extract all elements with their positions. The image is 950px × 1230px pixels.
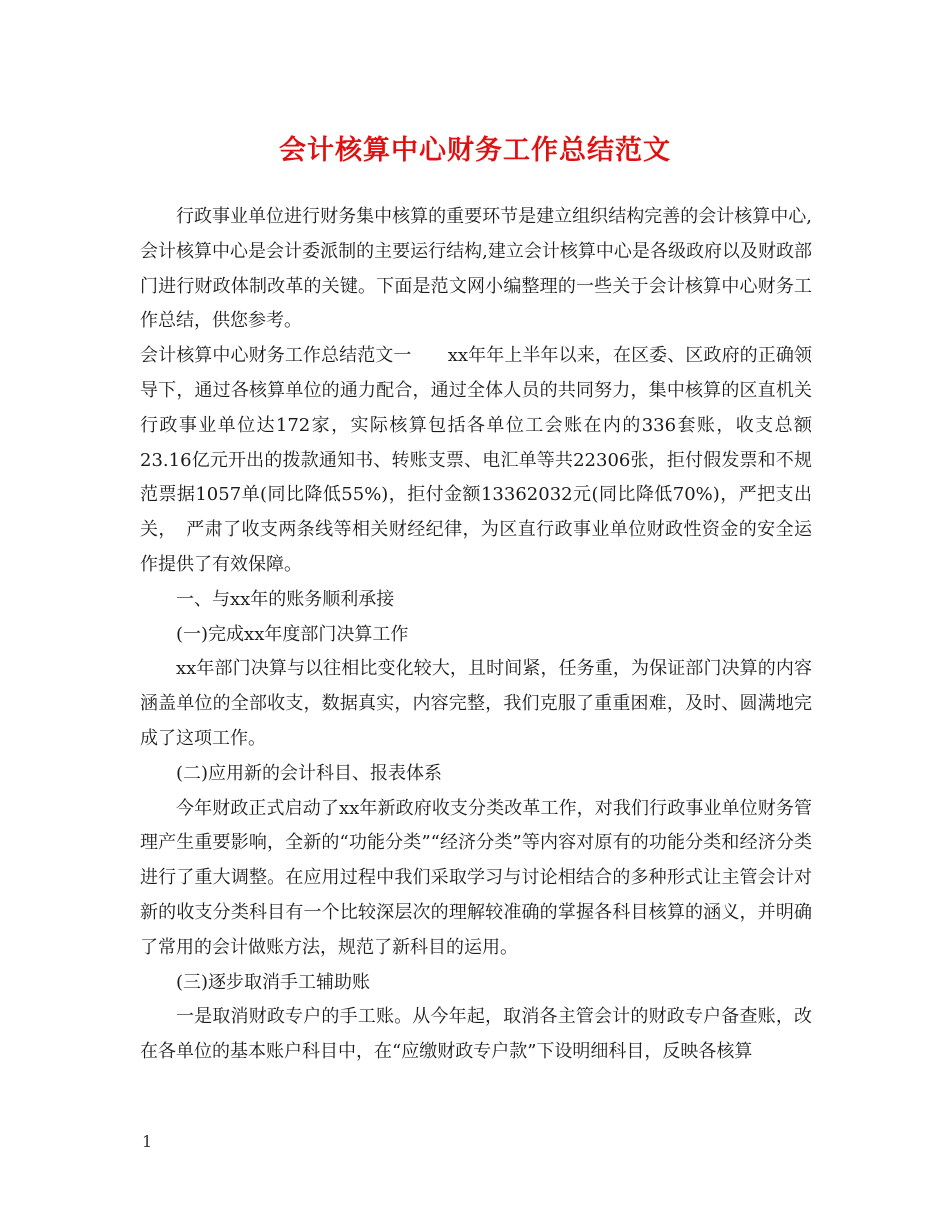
paragraph-new-subjects: 今年财政正式启动了xx年新政府收支分类改革工作，对我们行政事业单位财务管理产生重要影响，全新的“功能分类”“经济分类”等内容对原有的功能分类和经济分类进行了重大调整。在应用过程中我们采取学习与讨论相结合的多种形式让主管会计对新的收支分类科目有一个比较深层次的理解较准确的掌握各科目核算的涵义，并明确了常用的会计做账方法，规范了新科目的运用。 <box>140 797 812 958</box>
subsection-heading-one: (一)完成xx年度部门决算工作 <box>176 623 409 645</box>
document-title: 会计核算中心财务工作总结范文 <box>279 135 671 166</box>
paragraph-intro: 行政事业单位进行财务集中核算的重要环节是建立组织结构完善的会计核算中心,会计核算中心是会计委派制的主要运行结构,建立会计核算中心是各级政府以及财政部门进行财政体制改革的关键。下面是范文网小编整理的一些关于会计核算中心财务工作总结，供您参考。 <box>140 206 812 332</box>
section-heading-one: 一、与xx年的账务顺利承接 <box>176 588 395 610</box>
document-body <box>140 200 812 1070</box>
subsection-heading-three: (三)逐步取消手工辅助账 <box>176 971 371 993</box>
page-number: 1 <box>142 1132 153 1151</box>
paragraph-final-accounts: xx年部门决算与以往相比变化较大，且时间紧，任务重，为保证部门决算的内容涵盖单位的全部收支，数据真实，内容完整，我们克服了重重困难，及时、圆满地完成了这项工作。 <box>140 658 812 749</box>
paragraph-manual-accounts: 一是取消财政专户的手工账。从今年起，取消各主管会计的财政专户备查账，改在各单位的基本账户科目中，在“应缴财政专户款”下设明细科目，反映各核算 <box>140 1006 812 1063</box>
subsection-heading-two: (二)应用新的会计科目、报表体系 <box>176 762 443 784</box>
paragraph-summary-one: 会计核算中心财务工作总结范文一 xx年年上半年以来，在区委、区政府的正确领导下，通过各核算单位的通力配合，通过全体人员的共同努力，集中核算的区直机关行政事业单位达172家，实际核算包括各单位工会账在内的336套账，收支总额23.16亿元开出的拨款通知书、转账支票、电汇单等共22306张，拒付假发票和不规范票据1057单(同比降低55%)，拒付金额13362032元(同比降低70%)，严把支出关， 严肃了收支两条线等相关财经纪律，为区直行政事业单位财政性资金的安全运作提供了有效保障。 <box>140 345 812 575</box>
